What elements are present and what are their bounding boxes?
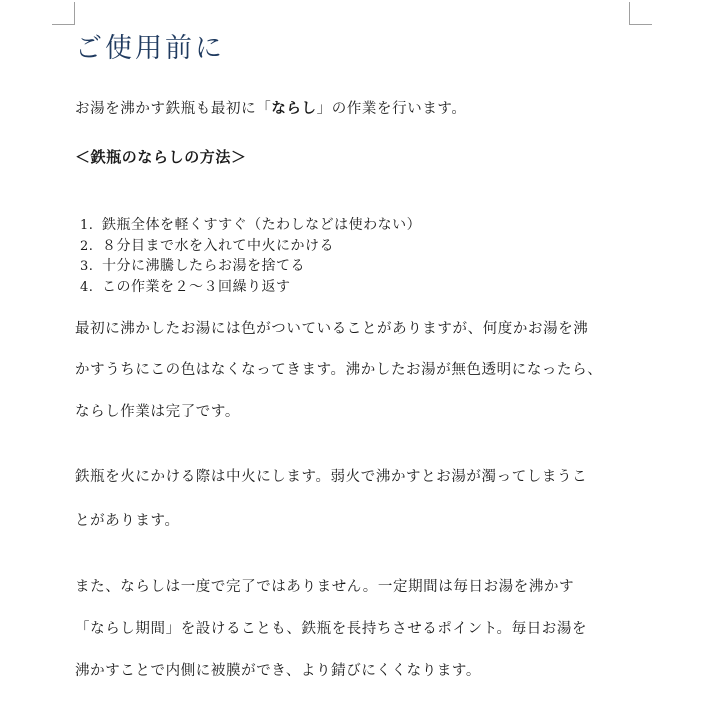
list-item (80, 255, 421, 276)
paragraph3-line: 「ならし期間」を設けることも、鉄瓶を長持ちさせるポイント。毎日お湯を (75, 621, 588, 637)
list-item-text: 十分に沸騰したらお湯を捨てる (102, 258, 305, 274)
intro-text-after: 」の作業を行います。 (316, 101, 467, 117)
intro-line (75, 97, 466, 118)
paragraph3-line: 沸かすことで内側に被膜ができ、より錆びにくくなります。 (75, 663, 481, 679)
list-item-number: 1. (80, 218, 94, 233)
paragraph1-line: かすうちにこの色はなくなってきます。沸かしたお湯が無色透明になったら、 (75, 362, 603, 378)
method-heading: ＜鉄瓶のならしの方法＞ (75, 148, 247, 166)
left-margin-mark (52, 2, 75, 25)
list-item (80, 235, 421, 256)
list-item-number: 4. (80, 279, 94, 295)
steps-list (80, 214, 421, 296)
list-item-text: 鉄瓶全体を軽くすすぐ（たわしなどは使わない） (102, 217, 422, 233)
list-item-number: 2. (80, 238, 94, 254)
list-item-number: 3. (80, 259, 94, 274)
list-item-text: ８分目まで水を入れて中火にかける (102, 237, 334, 254)
right-margin-mark (629, 2, 652, 25)
list-item (80, 276, 421, 297)
list-item (80, 214, 421, 235)
paragraph1-line: 最初に沸かしたお湯には色がついていることがありますが、何度かお湯を沸 (75, 321, 589, 337)
page-title: ご使用前に (75, 33, 225, 64)
intro-text-before: お湯を沸かす鉄瓶も最初に「 (75, 101, 272, 117)
intro-emphasis: ならし (271, 101, 317, 117)
list-item-text: この作業を２～３回繰り返す (102, 278, 291, 295)
paragraph1-line: ならし作業は完了です。 (75, 404, 240, 420)
paragraph2-line: とがあります。 (75, 513, 180, 529)
paragraph2-line: 鉄瓶を火にかける際は中火にします。弱火で沸かすとお湯が濁ってしまうこ (75, 469, 588, 485)
paragraph3-line: また、ならしは一度で完了ではありません。一定期間は毎日お湯を沸かす (75, 579, 575, 595)
